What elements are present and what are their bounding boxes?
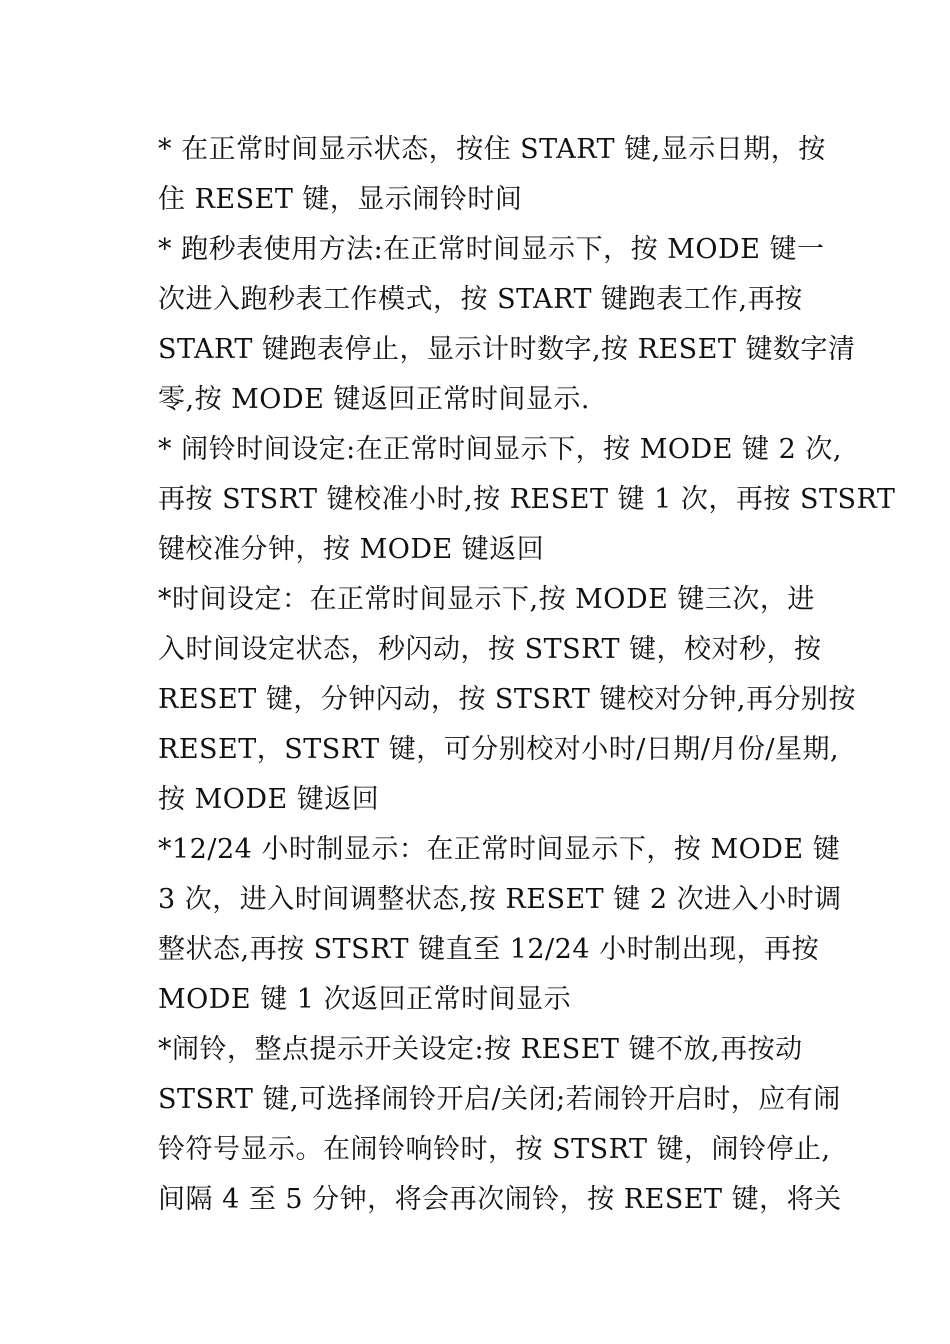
text-line: 零,按 MODE 键返回正常时间显示.: [158, 384, 590, 415]
text-line: *12/24 小时制显示：在正常时间显示下，按 MODE 键: [158, 834, 841, 865]
text-line: 铃符号显示。在闹铃响铃时，按 STSRT 键，闹铃停止,: [158, 1134, 831, 1165]
text-line: RESET，STSRT 键，可分别校对小时/日期/月份/星期,: [158, 734, 840, 765]
text-line: 住 RESET 键，显示闹铃时间: [158, 184, 523, 215]
text-line: 间隔 4 至 5 分钟，将会再次闹铃，按 RESET 键，将关: [158, 1184, 842, 1215]
text-line: START 键跑表停止，显示计时数字,按 RESET 键数字清: [158, 334, 856, 365]
text-line: MODE 键 1 次返回正常时间显示: [158, 984, 572, 1015]
text-line: 3 次，进入时间调整状态,按 RESET 键 2 次进入小时调: [158, 884, 842, 915]
text-line: *闹铃，整点提示开关设定:按 RESET 键不放,再按动: [158, 1034, 803, 1065]
text-line: 整状态,再按 STSRT 键直至 12/24 小时制出现，再按: [158, 934, 820, 965]
text-line: 按 MODE 键返回: [158, 784, 380, 815]
text-line: 次进入跑秒表工作模式，按 START 键跑表工作,再按: [158, 284, 803, 315]
text-line: RESET 键，分钟闪动，按 STSRT 键校对分钟,再分别按: [158, 684, 856, 715]
text-line: 再按 STSRT 键校准小时,按 RESET 键 1 次，再按 STSRT: [158, 484, 896, 515]
text-line: STSRT 键,可选择闹铃开启/关闭;若闹铃开启时，应有闹: [158, 1084, 841, 1115]
text-line: *时间设定：在正常时间显示下,按 MODE 键三次，进: [158, 584, 815, 615]
manual-text: [158, 125, 896, 1225]
text-line: * 在正常时间显示状态，按住 START 键,显示日期，按: [158, 134, 826, 165]
text-line: * 闹铃时间设定:在正常时间显示下，按 MODE 键 2 次,: [158, 434, 842, 465]
text-line: 键校准分钟，按 MODE 键返回: [158, 534, 545, 565]
text-line: 入时间设定状态，秒闪动，按 STSRT 键，校对秒，按: [158, 634, 822, 665]
text-line: * 跑秒表使用方法:在正常时间显示下，按 MODE 键一: [158, 234, 825, 265]
